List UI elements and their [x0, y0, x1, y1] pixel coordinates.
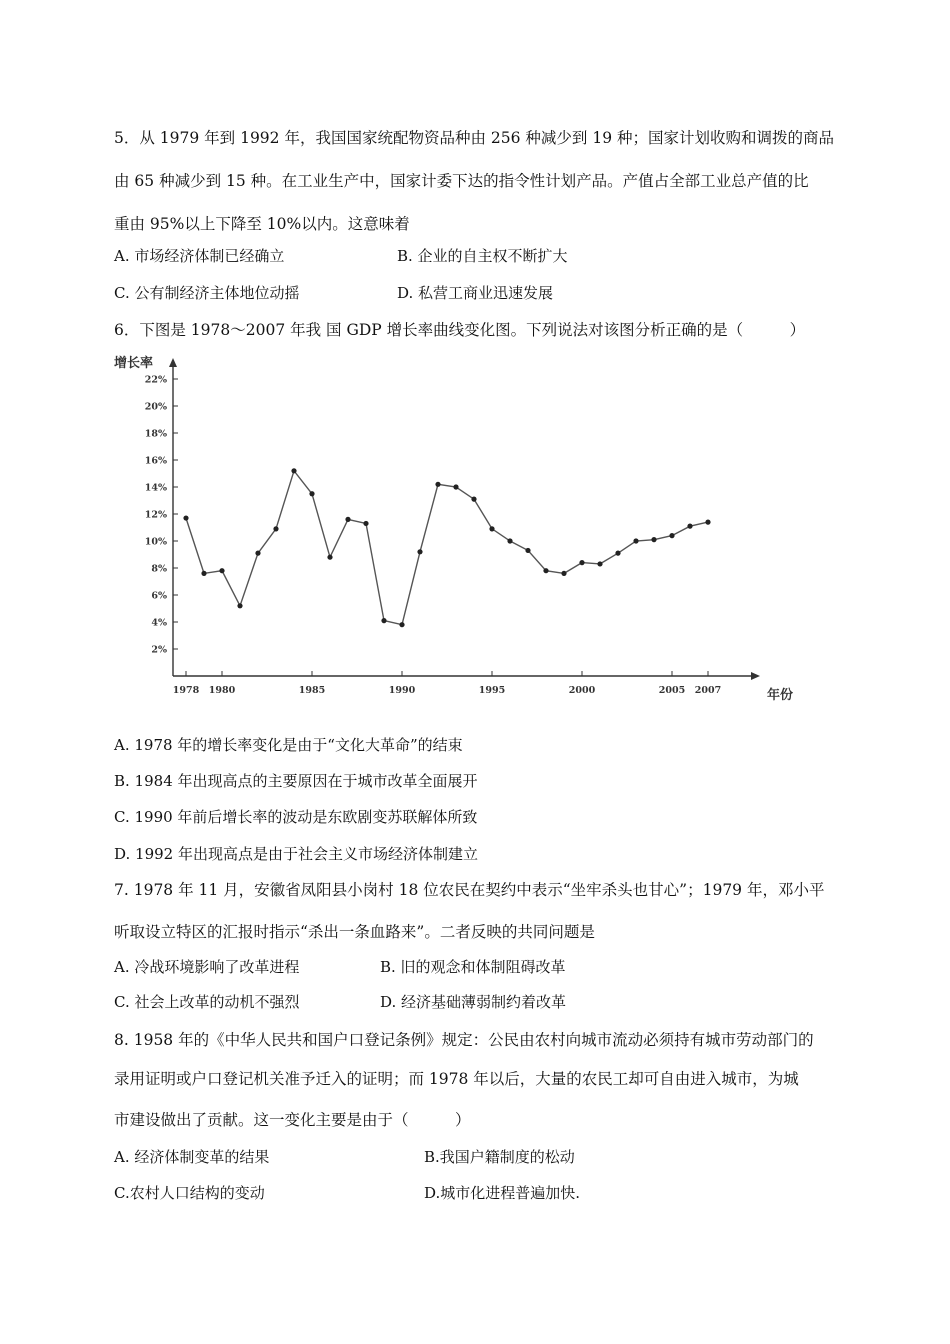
data-point	[453, 484, 458, 489]
data-point	[597, 561, 602, 566]
y-tick-label: 10%	[144, 536, 167, 548]
x-axis-ticks	[173, 671, 721, 696]
x-tick-label: 1985	[298, 685, 326, 696]
q8-option-b[interactable]: B.我国户籍制度的松动	[424, 1148, 575, 1166]
q5-option-d[interactable]: D. 私营工商业迅速发展	[397, 284, 554, 302]
data-point	[363, 521, 368, 526]
q8-option-a[interactable]: A. 经济体制变革的结果	[114, 1148, 270, 1166]
y-axis-arrow	[169, 358, 177, 367]
q7-line-1: 7. 1978 年 11 月，安徽省凤阳县小岗村 18 位农民在契约中表示“坐牢杀头也甘心”；1979 年，邓小平	[114, 881, 825, 899]
data-point	[651, 537, 656, 542]
data-point	[615, 551, 620, 556]
q5-option-b[interactable]: B. 企业的自主权不断扩大	[397, 247, 568, 265]
y-tick-label: 2%	[151, 644, 167, 656]
data-point	[561, 571, 566, 576]
data-point	[489, 526, 494, 531]
data-point	[381, 618, 386, 623]
q8-line-1: 8. 1958 年的《中华人民共和国户口登记条例》规定：公民由农村向城市流动必须持有城市劳动部门的	[114, 1031, 814, 1049]
data-point	[255, 551, 260, 556]
data-point	[543, 568, 548, 573]
x-tick-label: 1978	[172, 685, 200, 696]
q7-option-c[interactable]: C. 社会上改革的动机不强烈	[114, 993, 300, 1011]
data-point	[237, 603, 242, 608]
x-axis-label: 年份	[767, 688, 794, 703]
y-tick-label: 8%	[151, 563, 167, 575]
q6-option-d[interactable]: D. 1992 年出现高点是由于社会主义市场经济体制建立	[114, 845, 478, 863]
data-point	[399, 622, 404, 627]
data-point	[219, 568, 224, 573]
y-axis-label: 增长率	[114, 356, 154, 371]
q7-option-d[interactable]: D. 经济基础薄弱制约着改革	[380, 993, 567, 1011]
q5-line-3: 重由 95%以上下降至 10%以内。这意味着	[114, 215, 410, 233]
data-point	[633, 538, 638, 543]
q5-line-2: 由 65 种减少到 15 种。在工业生产中，国家计委下达的指令性计划产品。产值占全部工业总产值的比	[114, 172, 809, 190]
q6-option-b[interactable]: B. 1984 年出现高点的主要原因在于城市改革全面展开	[114, 772, 478, 790]
data-point	[687, 524, 692, 529]
q5-option-c[interactable]: C. 公有制经济主体地位动摇	[114, 284, 300, 302]
y-tick-label: 14%	[144, 482, 167, 494]
x-tick-label: 2000	[568, 685, 596, 696]
data-point	[327, 555, 332, 560]
q8-option-c[interactable]: C.农村人口结构的变动	[114, 1184, 265, 1202]
data-point	[705, 520, 710, 525]
data-point	[579, 560, 584, 565]
chart-axes	[169, 358, 760, 680]
data-point	[309, 491, 314, 496]
data-point	[201, 571, 206, 576]
y-tick-label: 18%	[144, 428, 167, 440]
q6-line-1: 6．下图是 1978～2007 年我 国 GDP 增长率曲线变化图。下列说法对该图分析正确的是（ ）	[114, 321, 806, 339]
y-tick-label: 6%	[151, 590, 167, 602]
q6-option-c[interactable]: C. 1990 年前后增长率的波动是东欧剧变苏联解体所致	[114, 808, 478, 826]
y-tick-label: 20%	[144, 401, 167, 413]
x-tick-label: 1995	[478, 685, 506, 696]
data-point	[345, 517, 350, 522]
q6-option-a[interactable]: A. 1978 年的增长率变化是由于“文化大革命”的结束	[114, 736, 463, 754]
y-tick-label: 22%	[144, 374, 167, 386]
y-tick-label: 16%	[144, 455, 167, 467]
data-point	[435, 482, 440, 487]
series-line	[186, 471, 708, 625]
q7-line-2: 听取设立特区的汇报时指示“杀出一条血路来”。二者反映的共同问题是	[114, 923, 595, 941]
y-tick-label: 4%	[151, 617, 167, 629]
y-tick-label: 12%	[144, 509, 167, 521]
data-point	[525, 548, 530, 553]
data-point	[273, 526, 278, 531]
x-tick-label: 2005	[658, 685, 686, 696]
q7-option-b[interactable]: B. 旧的观念和体制阻碍改革	[380, 958, 566, 976]
q8-option-d[interactable]: D.城市化进程普遍加快.	[424, 1184, 581, 1202]
q7-option-a[interactable]: A. 冷战环境影响了改革进程	[114, 958, 300, 976]
data-point	[471, 497, 476, 502]
x-tick-label: 1980	[208, 685, 236, 696]
x-axis-arrow	[751, 672, 760, 680]
data-point	[291, 468, 296, 473]
data-point	[183, 515, 188, 520]
x-tick-label: 2007	[694, 685, 722, 696]
q8-line-3: 市建设做出了贡献。这一变化主要是由于（ ）	[114, 1111, 471, 1129]
q5-option-a[interactable]: A. 市场经济体制已经确立	[114, 247, 285, 265]
q5-line-1: 5．从 1979 年到 1992 年，我国国家统配物资品种由 256 种减少到 19 种；国家计划收购和调拨的商品	[114, 129, 834, 147]
data-point	[669, 533, 674, 538]
data-point	[417, 549, 422, 554]
q8-line-2: 录用证明或户口登记机关准予迁入的证明；而 1978 年以后，大量的农民工却可自由进入城市，为城	[114, 1070, 799, 1088]
x-tick-label: 1990	[388, 685, 416, 696]
gdp-growth-chart	[112, 350, 812, 710]
data-point	[507, 538, 512, 543]
